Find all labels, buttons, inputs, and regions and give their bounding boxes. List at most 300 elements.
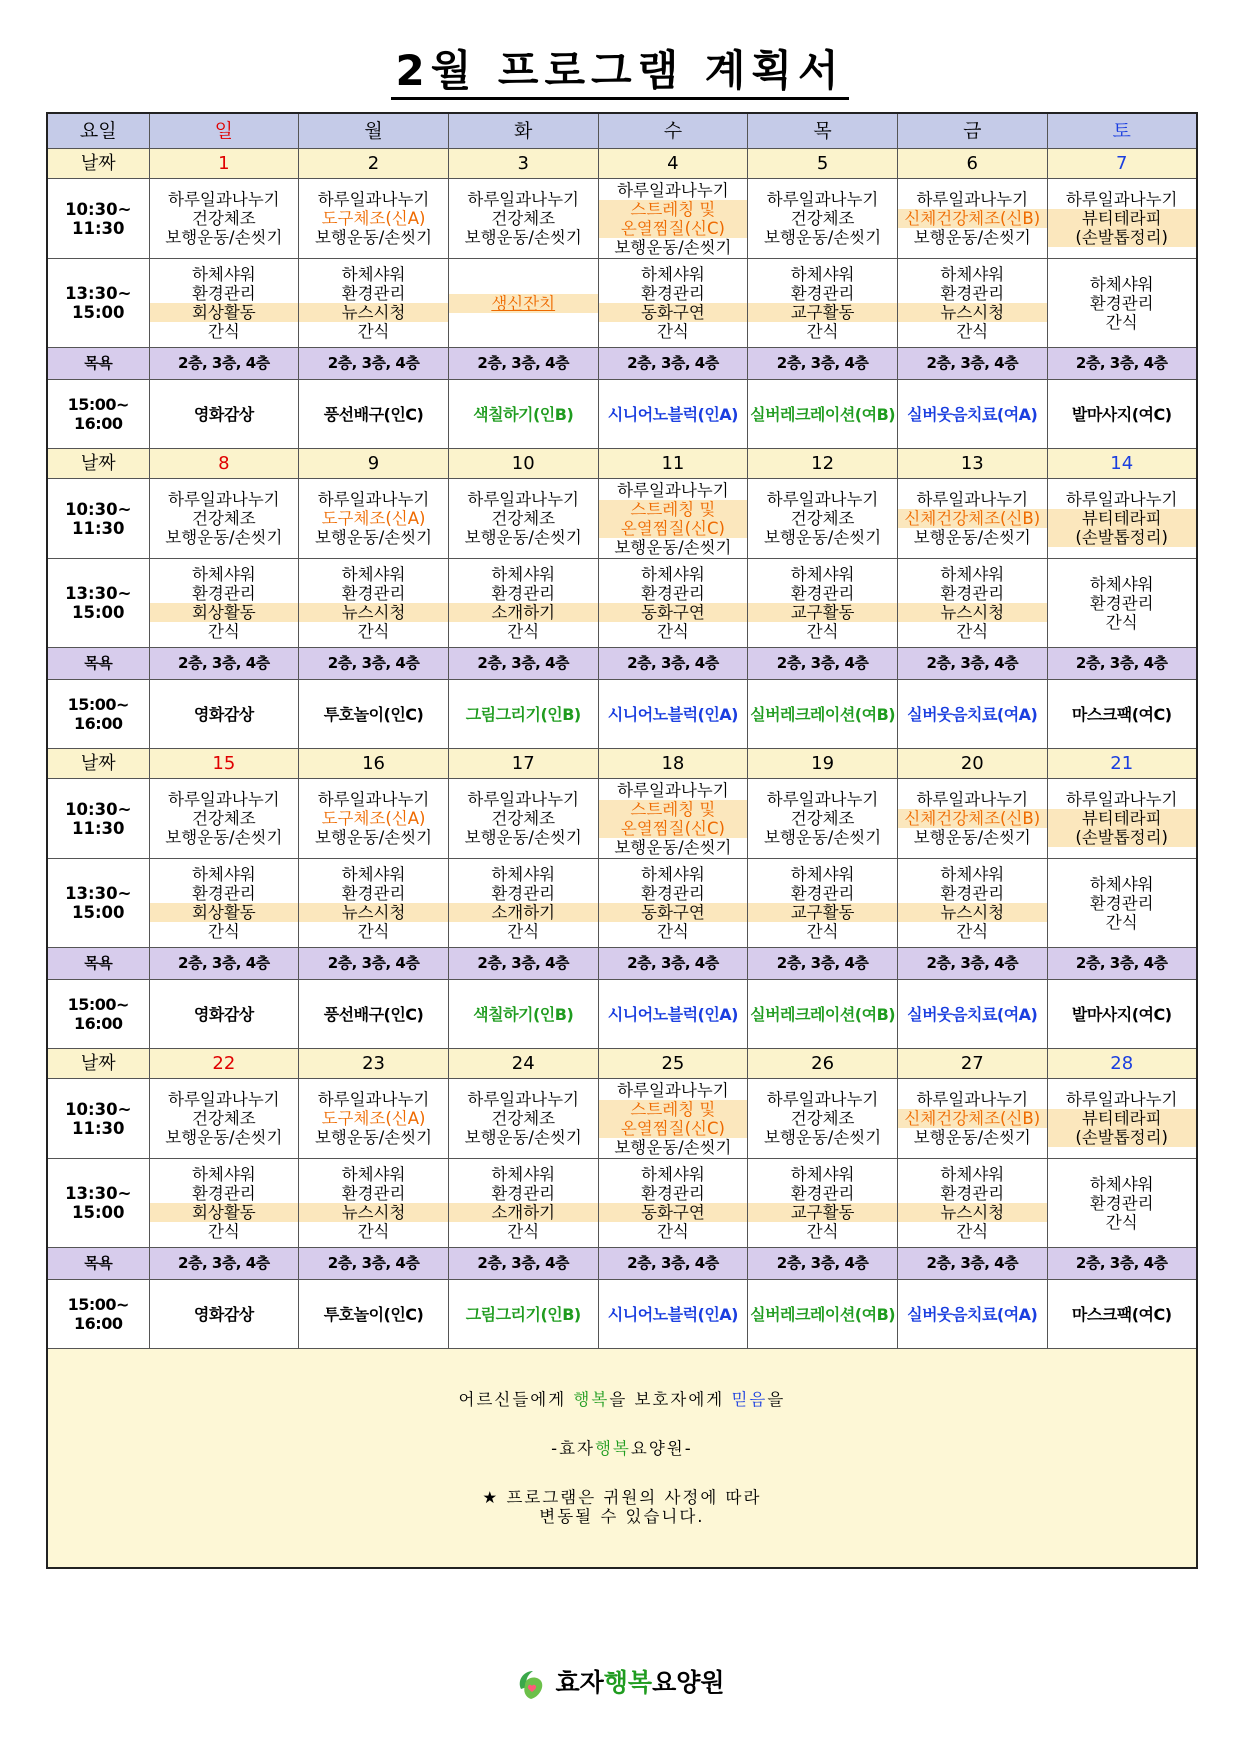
late-program-cell [748, 380, 898, 449]
late-program-cell [897, 680, 1047, 749]
program-line: 하루일과나누기 [467, 790, 579, 809]
date-label-text: 날짜 [80, 153, 116, 174]
program-line: 환경관리 [341, 1184, 406, 1203]
program-line: 하체샤워 [1089, 874, 1154, 894]
date-number: 18 [661, 753, 685, 774]
late-program-cell [748, 1280, 898, 1349]
date-number: 17 [511, 753, 535, 774]
program-line: 간식 [1105, 912, 1138, 932]
program-line: 실버레크레이션(여B) [750, 704, 896, 724]
program-line: 하체샤워 [940, 565, 1005, 584]
late-program-cell [897, 380, 1047, 449]
bath-floors-text: 2층, 3층, 4층 [926, 1254, 1019, 1272]
program-line: 건강체조 [491, 209, 556, 228]
program-line: 색칠하기(인B) [473, 1004, 574, 1024]
program-line: 시니어노블럭(인A) [607, 704, 738, 724]
date-number: 5 [816, 153, 829, 174]
program-line: (손발톱정리) [1048, 1128, 1196, 1147]
program-line: 건강체조 [191, 209, 256, 228]
bath-floors-text: 2층, 3층, 4층 [178, 954, 270, 972]
date-number: 4 [667, 153, 679, 174]
program-line: 스트레칭 및 [599, 200, 748, 219]
program-line: 하체샤워 [940, 865, 1005, 884]
program-line: 회상활동 [150, 303, 299, 322]
program-line: 하체샤워 [491, 1165, 556, 1184]
logo-text-2: 행복 [603, 1668, 653, 1697]
program-line: 하체샤워 [491, 865, 556, 884]
program-line: 하루일과나누기 [916, 190, 1029, 209]
program-line: 간식 [656, 322, 689, 341]
program-line: 간식 [956, 322, 989, 341]
program-line: 보행운동/손씻기 [614, 1137, 732, 1157]
afternoon-program-cell [149, 559, 299, 648]
program-line: 하체샤워 [191, 265, 256, 284]
weekday-header-label [47, 113, 149, 149]
program-line: 색칠하기(인B) [473, 404, 574, 424]
bath-floors-cell [448, 948, 598, 980]
date-cell [299, 449, 449, 479]
morning-program-cell [149, 179, 299, 259]
morning-program-cell [299, 779, 449, 859]
late-program-cell [598, 680, 748, 749]
date-number: 22 [212, 1053, 236, 1074]
program-line: 환경관리 [641, 1184, 705, 1203]
program-line: 환경관리 [940, 1184, 1005, 1203]
program-line: 보행운동/손씻기 [913, 228, 1031, 247]
bath-floors-text: 2층, 3층, 4층 [178, 1254, 270, 1272]
notice-line-2: 변동될 수 있습니다. [539, 1507, 705, 1526]
afternoon-time [47, 559, 149, 648]
signature-part: 요양원- [630, 1439, 693, 1458]
program-line: 간식 [1105, 1212, 1138, 1232]
program-line: 온열찜질(신C) [599, 519, 748, 538]
date-number: 25 [661, 1053, 685, 1074]
program-line: 그림그리기(인B) [465, 1304, 581, 1324]
bath-floors-text: 2층, 3층, 4층 [776, 354, 869, 372]
program-line: 보행운동/손씻기 [764, 528, 882, 547]
date-cell [598, 1049, 748, 1079]
date-cell [897, 449, 1047, 479]
date-cell [149, 749, 299, 779]
afternoon-program-cell [897, 259, 1047, 348]
bath-floors-text: 2층, 3층, 4층 [477, 654, 570, 672]
program-line: 환경관리 [790, 1184, 855, 1203]
morning-time-start: 10:30~ [65, 799, 132, 819]
program-line: 환경관리 [341, 884, 406, 903]
weekday-text: 일 [214, 119, 234, 142]
weekday-0 [149, 113, 299, 149]
program-line: 환경관리 [940, 884, 1005, 903]
late-program-cell [1047, 1280, 1197, 1349]
program-line: 하루일과나누기 [766, 1090, 879, 1109]
program-line: 환경관리 [1089, 593, 1154, 613]
program-line: 스트레칭 및 [599, 800, 748, 819]
afternoon-program-cell [1047, 859, 1197, 948]
program-line: 뷰티테라피 [1048, 809, 1196, 828]
program-line: 하체샤워 [1089, 274, 1154, 294]
program-line: 회상활동 [150, 903, 299, 922]
logo [0, 1663, 1240, 1701]
program-line: 뉴스시청 [898, 903, 1047, 922]
bath-floors-text: 2층, 3층, 4층 [327, 1254, 420, 1272]
afternoon-program-cell [748, 859, 898, 948]
morning-program-cell [598, 479, 748, 559]
program-line: 간식 [956, 622, 989, 641]
late-time-start: 15:00~ [67, 695, 129, 714]
afternoon-program-cell [149, 859, 299, 948]
late-program-cell [448, 380, 598, 449]
program-line: 간식 [507, 622, 540, 641]
date-number: 3 [517, 153, 529, 174]
program-line: 시니어노블럭(인A) [607, 1304, 738, 1324]
program-line: 보행운동/손씻기 [614, 237, 732, 257]
heart-leaf-logo-icon [515, 1667, 549, 1701]
bath-floors-text: 2층, 3층, 4층 [627, 654, 719, 672]
late-program-cell [448, 680, 598, 749]
program-line: 하루일과나누기 [168, 790, 280, 809]
date-cell [149, 149, 299, 179]
program-line: 실버웃음치료(여A) [907, 1304, 1038, 1324]
date-number: 2 [367, 153, 380, 174]
date-number: 15 [212, 753, 236, 774]
program-line: 실버웃음치료(여A) [907, 404, 1038, 424]
program-line: 뉴스시청 [299, 303, 448, 322]
late-time-end: 16:00 [74, 1314, 123, 1333]
afternoon-program-cell [448, 559, 598, 648]
program-line: 하체샤워 [790, 265, 855, 284]
late-time [47, 980, 149, 1049]
date-label [47, 149, 149, 179]
weekday-header-row [47, 113, 1197, 149]
program-line: 뉴스시청 [898, 1203, 1047, 1222]
bath-label-text: 목욕 [84, 354, 113, 372]
program-line: 뷰티테라피 [1048, 209, 1196, 228]
program-line: 발마사지(여C) [1071, 404, 1172, 424]
program-line: 보행운동/손씻기 [614, 837, 732, 857]
afternoon-program-cell [1047, 1159, 1197, 1248]
bath-floors-cell [149, 1248, 299, 1280]
afternoon-program-row [47, 1159, 1197, 1248]
date-number: 9 [367, 453, 380, 474]
afternoon-program-cell [598, 859, 748, 948]
program-line: 환경관리 [341, 284, 406, 303]
program-line: 소개하기 [449, 603, 598, 622]
program-line: 하루일과나누기 [317, 190, 430, 209]
weekday-text: 목 [813, 119, 832, 142]
date-number: 6 [966, 153, 978, 174]
morning-program-cell [598, 779, 748, 859]
program-line: 신체건강체조(신B) [898, 209, 1047, 228]
date-label-text: 날짜 [80, 1053, 116, 1074]
program-line: 보행운동/손씻기 [614, 537, 732, 557]
date-number: 21 [1110, 753, 1134, 774]
program-line: 환경관리 [940, 584, 1005, 603]
program-line: 하체샤워 [1089, 1174, 1154, 1194]
bath-floors-cell [598, 948, 748, 980]
morning-program-cell [299, 479, 449, 559]
program-line: 보행운동/손씻기 [165, 828, 283, 847]
program-line: 보행운동/손씻기 [165, 228, 283, 247]
program-line: 환경관리 [191, 1184, 256, 1203]
weekday-text: 월 [364, 119, 383, 142]
program-line: 신체건강체조(신B) [898, 509, 1047, 528]
morning-time [47, 479, 149, 559]
bath-floors-cell [598, 648, 748, 680]
program-line: 하체샤워 [940, 265, 1005, 284]
program-line: 환경관리 [641, 584, 705, 603]
morning-time [47, 1079, 149, 1159]
program-line: 하루일과나누기 [916, 790, 1029, 809]
late-program-cell [149, 980, 299, 1049]
motto-trust: 믿음 [731, 1390, 768, 1409]
morning-program-cell [448, 179, 598, 259]
program-line: 보행운동/손씻기 [464, 528, 582, 547]
afternoon-program-cell [149, 259, 299, 348]
morning-program-cell [897, 1079, 1047, 1159]
morning-program-cell [149, 1079, 299, 1159]
late-program-cell [598, 1280, 748, 1349]
logo-text-3: 요양원 [652, 1668, 725, 1697]
program-line: 뉴스시청 [898, 303, 1047, 322]
program-line: 환경관리 [1089, 293, 1154, 313]
afternoon-program-cell [299, 259, 449, 348]
program-line: 투호놀이(인C) [323, 704, 424, 724]
program-line: 간식 [656, 922, 689, 941]
program-line: 실버레크레이션(여B) [750, 404, 896, 424]
program-line: 보행운동/손씻기 [165, 528, 283, 547]
program-line: 시니어노블럭(인A) [607, 1004, 738, 1024]
date-label-text: 날짜 [80, 753, 116, 774]
program-line: 하체샤워 [341, 1165, 406, 1184]
program-line: 온열찜질(신C) [599, 219, 748, 238]
afternoon-program-cell [299, 1159, 449, 1248]
late-time [47, 380, 149, 449]
logo-text-1: 효자 [555, 1668, 604, 1697]
program-line: 건강체조 [491, 1109, 556, 1128]
motto-part: 을 보호자에게 [609, 1390, 732, 1409]
program-line: 교구활동 [748, 1203, 897, 1222]
program-schedule-table [46, 112, 1198, 1569]
program-line: 건강체조 [191, 509, 256, 528]
date-cell [1047, 149, 1197, 179]
program-line: 하루일과나누기 [168, 490, 280, 509]
program-line: 간식 [207, 1222, 240, 1241]
date-label [47, 449, 149, 479]
afternoon-time-end: 15:00 [71, 303, 125, 322]
program-line: 실버레크레이션(여B) [750, 1004, 896, 1024]
date-number: 16 [362, 753, 385, 774]
bath-floors-cell [1047, 348, 1197, 380]
program-line: 환경관리 [491, 1184, 556, 1203]
bath-floors-text: 2층, 3층, 4층 [477, 1254, 570, 1272]
bath-floors-cell [748, 348, 898, 380]
bath-floors-text: 2층, 3층, 4층 [926, 654, 1019, 672]
program-line: 하체샤워 [790, 1165, 855, 1184]
program-line: 마스크팩(여C) [1071, 704, 1172, 724]
afternoon-program-cell [598, 259, 748, 348]
morning-program-cell [448, 779, 598, 859]
date-cell [897, 749, 1047, 779]
date-row [47, 149, 1197, 179]
program-line: 소개하기 [449, 903, 598, 922]
program-line: 하체샤워 [341, 265, 406, 284]
program-line: 하루일과나누기 [317, 1090, 430, 1109]
bath-label [47, 648, 149, 680]
date-label [47, 1049, 149, 1079]
date-row [47, 449, 1197, 479]
bath-floors-cell [897, 348, 1047, 380]
bath-floors-cell [598, 1248, 748, 1280]
program-line: 하루일과나누기 [1065, 1090, 1178, 1109]
signature [48, 1439, 1196, 1458]
program-line: 보행운동/손씻기 [314, 528, 433, 547]
afternoon-time [47, 259, 149, 348]
program-line: 간식 [207, 622, 240, 641]
program-line: 간식 [956, 1222, 989, 1241]
program-line: 하루일과나누기 [467, 490, 579, 509]
weekday-1 [299, 113, 449, 149]
program-line: 영화감상 [193, 704, 254, 724]
program-line: 하루일과나누기 [766, 190, 879, 209]
program-line: 온열찜질(신C) [599, 819, 748, 838]
date-cell [598, 149, 748, 179]
bath-floors-text: 2층, 3층, 4층 [1075, 954, 1168, 972]
date-cell [299, 149, 449, 179]
late-program-cell [299, 1280, 449, 1349]
program-line: 하루일과나누기 [617, 180, 729, 200]
bath-floors-text: 2층, 3층, 4층 [477, 354, 570, 372]
bath-label [47, 1248, 149, 1280]
bath-floors-text: 2층, 3층, 4층 [776, 954, 869, 972]
program-line: 발마사지(여C) [1071, 1004, 1172, 1024]
afternoon-program-row [47, 559, 1197, 648]
page-title: 2월 프로그램 계획서 [0, 38, 1240, 98]
program-line: 간식 [357, 922, 390, 941]
bath-floors-cell [1047, 648, 1197, 680]
morning-program-cell [149, 779, 299, 859]
afternoon-program-cell [299, 859, 449, 948]
program-line: 환경관리 [191, 584, 256, 603]
motto-part: 을 [767, 1390, 786, 1409]
date-cell [748, 749, 898, 779]
date-number: 20 [960, 753, 984, 774]
program-line: 간식 [357, 1222, 390, 1241]
notice-line-1: ★ 프로그램은 귀원의 사정에 따라 [482, 1488, 762, 1507]
program-line: 보행운동/손씻기 [913, 528, 1031, 547]
afternoon-time-end: 15:00 [71, 903, 125, 922]
afternoon-program-cell [1047, 559, 1197, 648]
program-line: 간식 [956, 922, 989, 941]
late-program-cell [598, 980, 748, 1049]
program-line: 소개하기 [449, 1203, 598, 1222]
morning-time [47, 779, 149, 859]
late-program-cell [448, 1280, 598, 1349]
program-line: 하루일과나누기 [467, 1090, 579, 1109]
program-line: 간식 [806, 1222, 839, 1241]
program-line: 하체샤워 [191, 865, 256, 884]
morning-program-cell [598, 1079, 748, 1159]
bath-floors-text: 2층, 3층, 4층 [477, 954, 570, 972]
program-line: 스트레칭 및 [599, 1100, 748, 1119]
afternoon-time-start: 13:30~ [65, 884, 132, 903]
date-cell [748, 149, 898, 179]
program-line: 간식 [656, 1222, 689, 1241]
morning-program-cell [1047, 179, 1197, 259]
date-number: 23 [362, 1053, 385, 1074]
bath-label-text: 목욕 [84, 654, 113, 672]
program-line: 교구활동 [748, 603, 897, 622]
program-line: 풍선배구(인C) [323, 1004, 424, 1024]
afternoon-program-cell [299, 559, 449, 648]
program-line: 간식 [357, 322, 390, 341]
late-program-cell [1047, 680, 1197, 749]
program-line: 실버웃음치료(여A) [907, 1004, 1038, 1024]
morning-program-cell [448, 479, 598, 559]
bath-floors-text: 2층, 3층, 4층 [178, 354, 270, 372]
program-line: 간식 [1105, 612, 1138, 632]
late-program-row [47, 980, 1197, 1049]
afternoon-program-cell [897, 859, 1047, 948]
program-line: 뷰티테라피 [1048, 1109, 1196, 1128]
afternoon-time-start: 13:30~ [65, 1184, 132, 1203]
program-line: 건강체조 [491, 809, 556, 828]
morning-program-cell [1047, 479, 1197, 559]
afternoon-program-cell [149, 1159, 299, 1248]
late-program-cell [149, 680, 299, 749]
late-program-row [47, 1280, 1197, 1349]
morning-program-cell [748, 479, 898, 559]
program-line: 하체샤워 [940, 1165, 1005, 1184]
program-line: 하체샤워 [790, 865, 855, 884]
program-line: 하체샤워 [341, 865, 406, 884]
program-line: 환경관리 [641, 884, 705, 903]
program-line: 환경관리 [191, 284, 256, 303]
program-line: 하체샤워 [1089, 574, 1154, 594]
program-line: 간식 [806, 922, 839, 941]
late-program-cell [299, 380, 449, 449]
program-line: 하루일과나누기 [617, 1080, 729, 1100]
date-number: 8 [218, 453, 230, 474]
bath-floors-cell [299, 348, 449, 380]
program-line: 도구체조(신A) [321, 809, 426, 828]
late-time-start: 15:00~ [67, 395, 129, 414]
afternoon-program-cell [748, 559, 898, 648]
late-time-end: 16:00 [74, 714, 123, 733]
bath-label [47, 948, 149, 980]
weekday-2 [448, 113, 598, 149]
program-line: 간식 [207, 322, 240, 341]
date-cell [897, 149, 1047, 179]
program-line: 투호놀이(인C) [323, 1304, 424, 1324]
program-line: 온열찜질(신C) [599, 1119, 748, 1138]
bath-floors-cell [448, 1248, 598, 1280]
bath-floors-text: 2층, 3층, 4층 [776, 1254, 869, 1272]
bath-label-text: 목욕 [84, 954, 113, 972]
program-line: 마스크팩(여C) [1071, 1304, 1172, 1324]
program-line: 보행운동/손씻기 [913, 828, 1031, 847]
program-line: 도구체조(신A) [321, 209, 426, 228]
morning-time [47, 179, 149, 259]
program-line: 하체샤워 [790, 565, 855, 584]
bath-floors-cell [448, 348, 598, 380]
afternoon-program-cell [897, 1159, 1047, 1248]
morning-program-cell [448, 1079, 598, 1159]
program-line: 하체샤워 [191, 565, 256, 584]
footer-row [47, 1349, 1197, 1569]
weekday-6 [1047, 113, 1197, 149]
morning-program-cell [149, 479, 299, 559]
date-cell [448, 149, 598, 179]
